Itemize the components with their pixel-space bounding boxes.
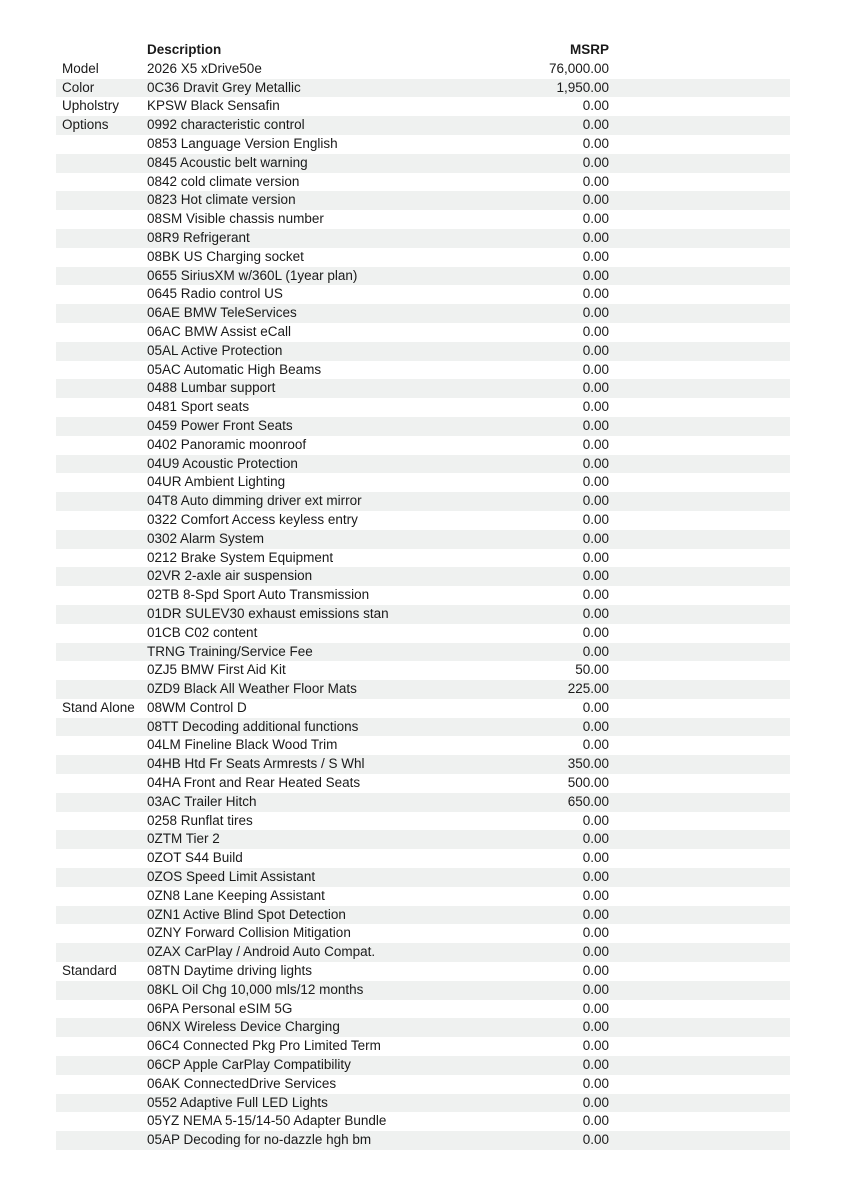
msrp-cell: 0.00: [582, 624, 609, 640]
description-cell: 06AK ConnectedDrive Services: [147, 1075, 337, 1091]
description-cell: 0ZOS Speed Limit Assistant: [147, 869, 316, 885]
description-cell: 05AP Decoding for no-dazzle hgh bm: [147, 1132, 372, 1148]
msrp-cell: 0.00: [582, 869, 609, 885]
table-row: [56, 586, 790, 605]
table-row: [56, 116, 790, 135]
table-row: [56, 1112, 790, 1131]
table-body: [56, 60, 790, 1150]
description-cell: 0C36 Dravit Grey Metallic: [147, 79, 301, 95]
description-cell: 06C4 Connected Pkg Pro Limited Term: [147, 1038, 381, 1054]
description-cell: 04T8 Auto dimming driver ext mirror: [147, 493, 362, 509]
table-row: [56, 1075, 790, 1094]
description-cell: 0302 Alarm System: [147, 530, 265, 546]
table-row: [56, 135, 790, 154]
msrp-cell: 0.00: [582, 1094, 609, 1110]
table-row: [56, 981, 790, 1000]
msrp-cell: 0.00: [582, 887, 609, 903]
msrp-cell: 0.00: [582, 737, 609, 753]
description-cell: 0ZN8 Lane Keeping Assistant: [147, 887, 325, 903]
msrp-header: MSRP: [569, 42, 609, 57]
description-cell: 0322 Comfort Access keyless entry: [147, 511, 358, 527]
description-cell: TRNG Training/Service Fee: [147, 643, 313, 659]
description-cell: 0ZAX CarPlay / Android Auto Compat.: [147, 944, 376, 960]
msrp-cell: 0.00: [582, 417, 609, 433]
msrp-cell: 0.00: [582, 944, 609, 960]
msrp-cell: 0.00: [582, 117, 609, 133]
table-row: [56, 323, 790, 342]
description-cell: 0853 Language Version English: [147, 135, 338, 151]
description-cell: 04HB Htd Fr Seats Armrests / S Whl: [147, 756, 365, 772]
description-cell: 08BK US Charging socket: [147, 248, 304, 264]
description-cell: 0655 SiriusXM w/360L (1year plan): [147, 267, 358, 283]
category-cell: Model: [62, 60, 99, 76]
description-cell: 0645 Radio control US: [147, 286, 283, 302]
description-cell: 0ZNY Forward Collision Mitigation: [147, 925, 351, 941]
table-row: [56, 736, 790, 755]
table-row: [56, 605, 790, 624]
category-cell: Upholstry: [62, 98, 120, 114]
table-row: [56, 492, 790, 511]
description-cell: 0258 Runflat tires: [147, 812, 253, 828]
description-cell: 0481 Sport seats: [147, 399, 250, 415]
table-row: [56, 755, 790, 774]
description-cell: 06CP Apple CarPlay Compatibility: [147, 1057, 351, 1073]
table-row: [56, 624, 790, 643]
category-cell: Standard: [62, 963, 117, 979]
description-cell: KPSW Black Sensafin: [147, 98, 280, 114]
msrp-cell: 0.00: [582, 455, 609, 471]
description-cell: 04UR Ambient Lighting: [147, 474, 286, 490]
msrp-cell: 0.00: [582, 474, 609, 490]
table-row: [56, 210, 790, 229]
msrp-cell: 0.00: [582, 530, 609, 546]
description-cell: 08WM Control D: [147, 699, 247, 715]
table-row: [56, 549, 790, 568]
description-cell: 06AC BMW Assist eCall: [147, 323, 292, 339]
description-cell: 0552 Adaptive Full LED Lights: [147, 1094, 328, 1110]
table-row: [56, 1131, 790, 1150]
table-row: [56, 1018, 790, 1037]
msrp-cell: 0.00: [582, 981, 609, 997]
description-cell: 02VR 2-axle air suspension: [147, 568, 313, 584]
table-row: [56, 398, 790, 417]
msrp-cell: 0.00: [582, 831, 609, 847]
table-row: [56, 473, 790, 492]
table-row: [56, 60, 790, 79]
description-cell: 0842 cold climate version: [147, 173, 300, 189]
msrp-cell: 0.00: [582, 135, 609, 151]
msrp-cell: 0.00: [582, 605, 609, 621]
msrp-cell: 0.00: [582, 850, 609, 866]
table-row: [56, 1056, 790, 1075]
description-cell: 0ZTM Tier 2: [147, 831, 220, 847]
table-row: [56, 1000, 790, 1019]
description-cell: 0459 Power Front Seats: [147, 417, 293, 433]
msrp-cell: 0.00: [582, 1000, 609, 1016]
msrp-cell: 0.00: [582, 718, 609, 734]
table-row: [56, 173, 790, 192]
table-row: [56, 793, 790, 812]
msrp-cell: 0.00: [582, 1019, 609, 1035]
description-cell: 03AC Trailer Hitch: [147, 793, 257, 809]
msrp-cell: 0.00: [582, 549, 609, 565]
msrp-cell: 0.00: [582, 192, 609, 208]
table-row: [56, 906, 790, 925]
table-row: [56, 1037, 790, 1056]
table-row: [56, 567, 790, 586]
description-cell: 05AC Automatic High Beams: [147, 361, 322, 377]
msrp-cell: 0.00: [582, 399, 609, 415]
msrp-cell: 0.00: [582, 361, 609, 377]
msrp-cell: 0.00: [582, 493, 609, 509]
description-cell: 0ZN1 Active Blind Spot Detection: [147, 906, 346, 922]
description-cell: 0212 Brake System Equipment: [147, 549, 334, 565]
description-cell: 08R9 Refrigerant: [147, 229, 250, 245]
table-row: [56, 285, 790, 304]
table-row: [56, 924, 790, 943]
table-row: [56, 267, 790, 286]
description-cell: 04U9 Acoustic Protection: [147, 455, 298, 471]
table-row: [56, 718, 790, 737]
table-row: [56, 229, 790, 248]
description-cell: 08TN Daytime driving lights: [147, 963, 313, 979]
msrp-cell: 0.00: [582, 587, 609, 603]
description-cell: 0823 Hot climate version: [147, 192, 296, 208]
description-cell: 08SM Visible chassis number: [147, 211, 324, 227]
msrp-cell: 0.00: [582, 154, 609, 170]
description-cell: 0845 Acoustic belt warning: [147, 154, 308, 170]
table-row: [56, 379, 790, 398]
description-cell: 04LM Fineline Black Wood Trim: [147, 737, 338, 753]
table-row: [56, 812, 790, 831]
msrp-cell: 0.00: [582, 963, 609, 979]
description-cell: 01CB C02 content: [147, 624, 258, 640]
table-row: [56, 304, 790, 323]
msrp-cell: 0.00: [582, 305, 609, 321]
table-row: [56, 830, 790, 849]
description-cell: 08TT Decoding additional functions: [147, 718, 359, 734]
table-row: [56, 455, 790, 474]
msrp-cell: 0.00: [582, 1132, 609, 1148]
msrp-cell: 0.00: [582, 323, 609, 339]
description-cell: 06AE BMW TeleServices: [147, 305, 297, 321]
table-row: [56, 1094, 790, 1113]
msrp-cell: 0.00: [582, 436, 609, 452]
msrp-cell: 0.00: [582, 1113, 609, 1129]
msrp-cell: 0.00: [582, 211, 609, 227]
msrp-cell: 0.00: [582, 812, 609, 828]
msrp-cell: 0.00: [582, 1075, 609, 1091]
msrp-cell: 0.00: [582, 643, 609, 659]
description-cell: 01DR SULEV30 exhaust emissions stan: [147, 605, 389, 621]
table-row: [56, 154, 790, 173]
table-row: [56, 97, 790, 116]
table-row: [56, 868, 790, 887]
msrp-cell: 0.00: [582, 699, 609, 715]
table-row: [56, 417, 790, 436]
msrp-cell: 0.00: [582, 906, 609, 922]
description-cell: 0402 Panoramic moonroof: [147, 436, 307, 452]
msrp-cell: 0.00: [582, 248, 609, 264]
msrp-cell: 0.00: [582, 173, 609, 189]
msrp-cell: 0.00: [582, 229, 609, 245]
msrp-cell: 0.00: [582, 342, 609, 358]
table-row: [56, 530, 790, 549]
table-row: [56, 849, 790, 868]
table-row: [56, 943, 790, 962]
table-row: [56, 643, 790, 662]
msrp-cell: 76,000.00: [548, 60, 609, 76]
description-cell: 06PA Personal eSIM 5G: [147, 1000, 293, 1016]
table-row: [56, 887, 790, 906]
category-cell: Options: [62, 117, 109, 133]
description-cell: 0992 characteristic control: [147, 117, 305, 133]
description-cell: 0ZOT S44 Build: [147, 850, 243, 866]
table-row: [56, 962, 790, 981]
description-cell: 02TB 8-Spd Sport Auto Transmission: [147, 587, 370, 603]
table-row: [56, 511, 790, 530]
msrp-cell: 500.00: [567, 775, 609, 791]
description-cell: 0ZJ5 BMW First Aid Kit: [147, 662, 286, 678]
msrp-cell: 650.00: [567, 793, 609, 809]
table-row: [56, 248, 790, 267]
table-row: [56, 361, 790, 380]
table-row: [56, 436, 790, 455]
description-cell: 06NX Wireless Device Charging: [147, 1019, 340, 1035]
category-cell: Color: [62, 79, 95, 95]
description-cell: 04HA Front and Rear Heated Seats: [147, 775, 361, 791]
description-cell: 05AL Active Protection: [147, 342, 283, 358]
category-cell: Stand Alone: [62, 699, 135, 715]
msrp-cell: 0.00: [582, 267, 609, 283]
table-row: [56, 342, 790, 361]
table-header-row: [56, 41, 790, 60]
description-cell: 0488 Lumbar support: [147, 380, 276, 396]
vehicle-options-table: [56, 41, 790, 1150]
table-row: [56, 79, 790, 98]
msrp-cell: 0.00: [582, 380, 609, 396]
msrp-cell: 50.00: [575, 662, 609, 678]
table-row: [56, 774, 790, 793]
description-cell: 05YZ NEMA 5-15/14-50 Adapter Bundle: [147, 1113, 387, 1129]
description-cell: 2026 X5 xDrive50e: [147, 60, 262, 76]
description-cell: 08KL Oil Chg 10,000 mls/12 months: [147, 981, 364, 997]
msrp-cell: 0.00: [582, 1057, 609, 1073]
table-row: [56, 191, 790, 210]
msrp-cell: 0.00: [582, 925, 609, 941]
table-row: [56, 661, 790, 680]
msrp-cell: 350.00: [567, 756, 609, 772]
table-row: [56, 699, 790, 718]
description-header: Description: [147, 42, 222, 57]
msrp-cell: 0.00: [582, 568, 609, 584]
msrp-cell: 0.00: [582, 1038, 609, 1054]
msrp-cell: 0.00: [582, 98, 609, 114]
table-row: [56, 680, 790, 699]
msrp-cell: 1,950.00: [556, 79, 609, 95]
msrp-cell: 0.00: [582, 286, 609, 302]
description-cell: 0ZD9 Black All Weather Floor Mats: [147, 681, 357, 697]
msrp-cell: 225.00: [567, 681, 609, 697]
msrp-cell: 0.00: [582, 511, 609, 527]
